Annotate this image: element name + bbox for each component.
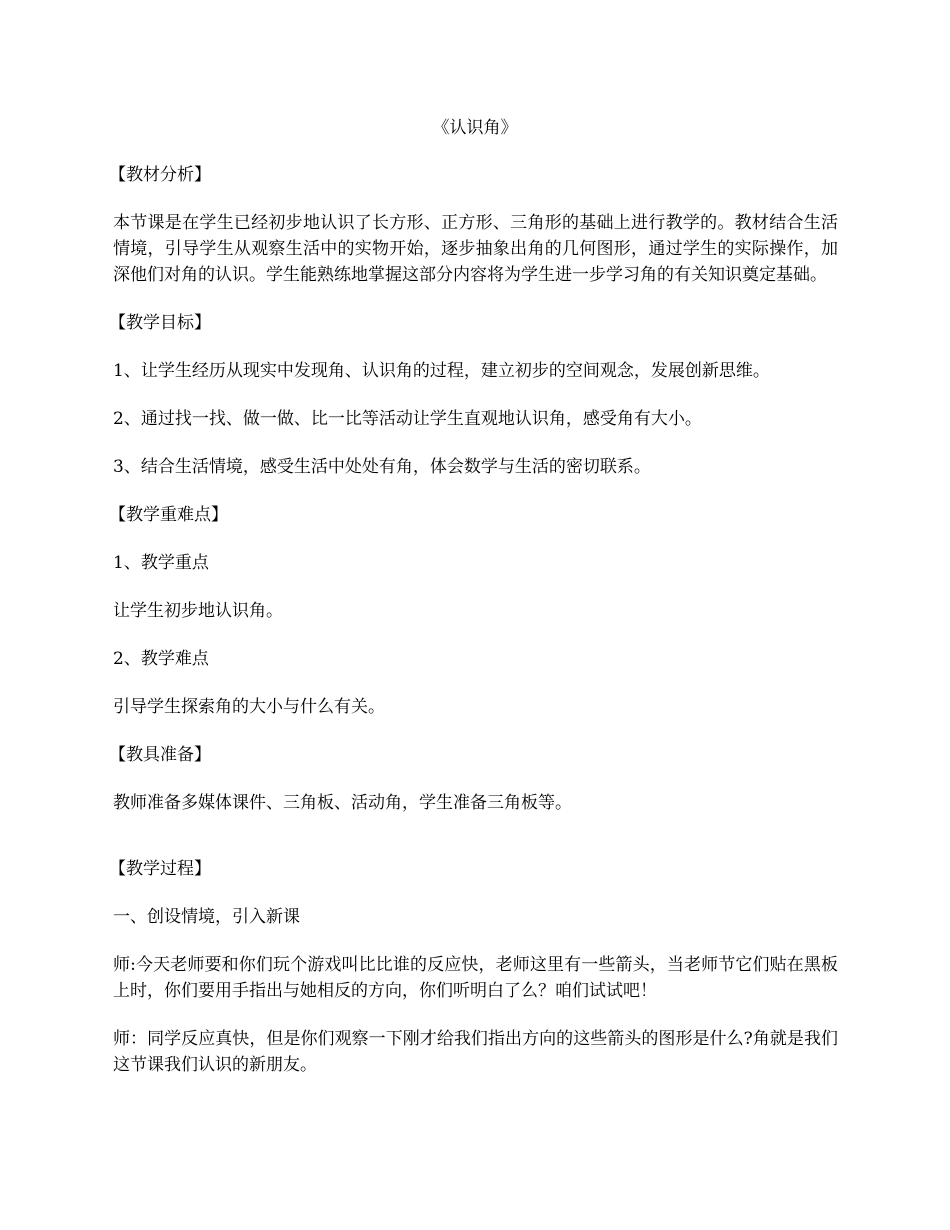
document-body [109,162,838,1078]
paragraph-textbook-analysis: 本节课是在学生已经初步地认识了长方形、正方形、三角形的基础上进行教学的。教材结合生活情境，引导学生从观察生活中的实物开始，逐步抽象出角的几何图形，通过学生的实际操作，加深他们对角的认识。学生能熟练地掌握这部分内容将为学生进一步学习角的有关知识奠定基础。 [113,213,838,285]
document-title: 《认识角》 [432,118,518,138]
goal-item-3: 3、结合生活情境，感受生活中处处有角，体会数学与生活的密切联系。 [113,457,651,477]
goal-item-1: 1、让学生经历从现实中发现角、认识角的过程，建立初步的空间观念，发展创新思维。 [113,361,770,381]
difficulty-text: 引导学生探索角的大小与什么有关。 [113,697,385,717]
key-point-label: 1、教学重点 [113,553,209,573]
goal-item-2: 2、通过找一找、做一做、比一比等活动让学生直观地认识角，感受角有大小。 [113,409,702,429]
section-heading-teaching-aids: 【教具准备】 [109,745,211,765]
teacher-dialogue-2: 师：同学反应真快，但是你们观察一下刚才给我们指出方向的这些箭头的图形是什么?角就是我们这节课我们认识的新朋友。 [113,1029,838,1075]
difficulty-label: 2、教学难点 [113,649,209,669]
key-point-text: 让学生初步地认识角。 [113,601,283,621]
section-heading-key-points: 【教学重难点】 [109,505,228,525]
section-heading-teaching-goals: 【教学目标】 [109,313,211,333]
teaching-aids-text: 教师准备多媒体课件、三角板、活动角，学生准备三角板等。 [113,793,572,813]
teacher-dialogue-1: 师:今天老师要和你们玩个游戏叫比比谁的反应快，老师这里有一些箭头，当老师节它们贴在黑板上时，你们要用手指出与她相反的方向，你们听明白了么？咱们试试吧！ [113,955,838,1001]
section-heading-teaching-process: 【教学过程】 [109,859,211,879]
process-step-1-heading: 一、创设情境，引入新课 [113,907,300,927]
section-heading-textbook-analysis: 【教材分析】 [109,165,211,185]
